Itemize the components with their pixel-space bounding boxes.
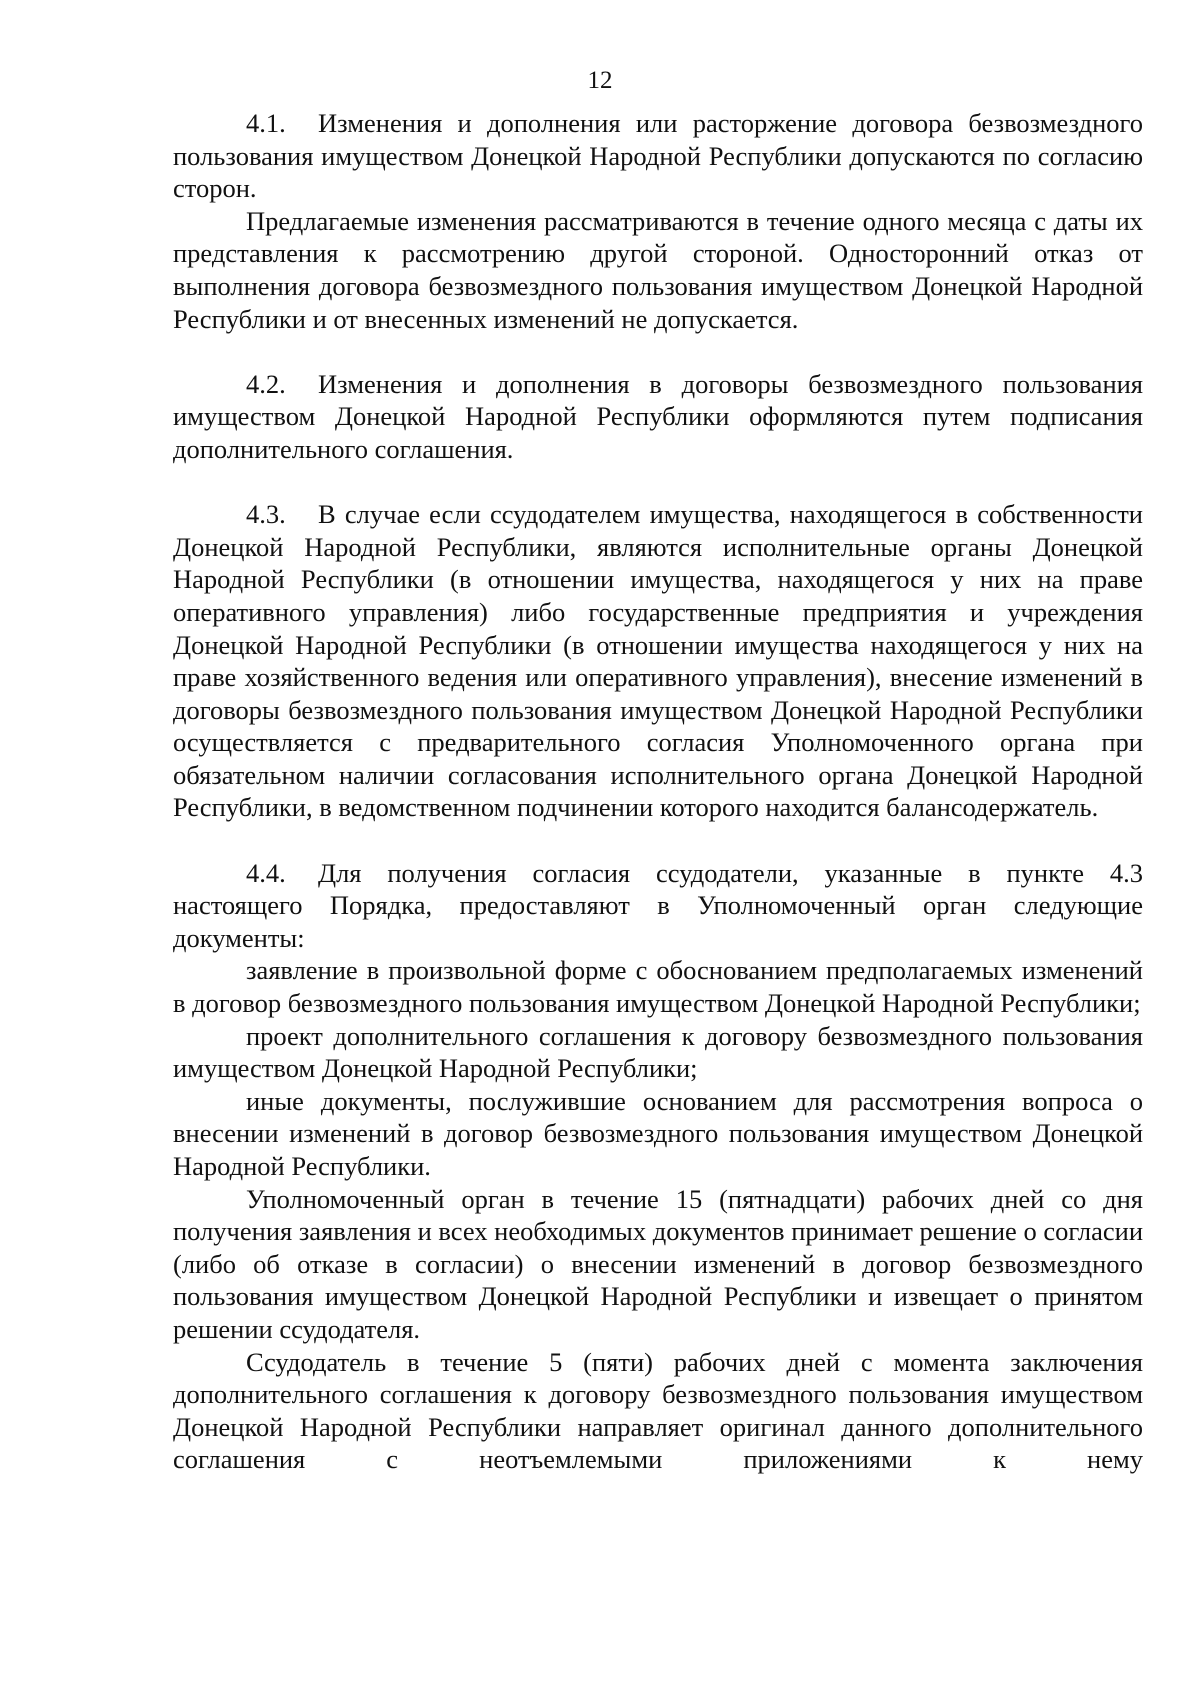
section-number: 4.2. xyxy=(246,368,286,399)
paragraph-text: В случае если ссудодателем имущества, находящегося в собственности Донецкой Народной Республики, являются исполнительные органы Донецкой Народной Республики (в отношении имущества, находящегося у них на праве оперативного управления) либо государственные предприятия и учреждения Донецкой Народной Республики (в отношении имущества находящегося у них на праве хозяйственного ведения или оперативного управления), внесение изменений в договоры безвозмездного пользования имуществом Донецкой Народной Республики осуществляется с предварительного согласия Уполномоченного органа при обязательном наличии согласования исполнительного органа Донецкой Народной Республики, в ведомственном подчинении которого находится балансодержатель. xyxy=(173,499,1143,823)
paragraph-text: Ссудодатель в течение 5 (пяти) рабочих дней с момента заключения дополнительного соглашения к договору безвозмездного пользования имуществом Донецкой Народной Республики направляет оригинал данного дополнительного соглашения с неотъемлемыми приложениями к нему xyxy=(173,1346,1143,1475)
paragraph-4-1 xyxy=(173,107,1143,205)
list-item-draft-agreement xyxy=(173,1020,1143,1085)
page-number: 12 xyxy=(587,67,613,94)
document-body xyxy=(173,107,1143,1476)
paragraph-text: Изменения и дополнения или расторжение договора безвозмездного пользования имуществом Донецкой Народной Республики допускаются по согласию сторон. xyxy=(173,108,1143,204)
paragraph-text: Уполномоченный орган в течение 15 (пятнадцати) рабочих дней со дня получения заявления и всех необходимых документов принимает решение о согласии (либо об отказе в согласии) о внесении изменений в договор безвозмездного пользования имуществом Донецкой Народной Республики и извещает о принятом решении ссудодателя. xyxy=(173,1183,1143,1344)
paragraph-lender-submission xyxy=(173,1346,1143,1476)
list-item-other-documents xyxy=(173,1085,1143,1183)
list-item-application xyxy=(173,954,1143,1019)
paragraph-authority-decision xyxy=(173,1183,1143,1346)
section-number: 4.4. xyxy=(246,857,286,888)
paragraph-text: Для получения согласия ссудодатели, указанные в пункте 4.3 настоящего Порядка, предоставляют в Уполномоченный орган следующие документы: xyxy=(173,857,1143,953)
paragraph-text: иные документы, послужившие основанием для рассмотрения вопроса о внесении изменений в договор безвозмездного пользования имуществом Донецкой Народной Республики. xyxy=(173,1085,1143,1181)
section-number: 4.1. xyxy=(246,108,286,138)
section-number: 4.3. xyxy=(246,499,286,530)
paragraph-text: Предлагаемые изменения рассматриваются в течение одного месяца с даты их представления к рассмотрению другой стороной. Односторонний отказ от выполнения договора безвозмездного пользования имуществом Донецкой Народной Республики и от внесенных изменений не допускается. xyxy=(173,205,1143,334)
paragraph-4-2 xyxy=(173,368,1143,466)
paragraph-text: Изменения и дополнения в договоры безвозмездного пользования имуществом Донецкой Народной Республики оформляются путем подписания дополнительного соглашения. xyxy=(173,368,1143,464)
paragraph-4-1-changes xyxy=(173,205,1143,335)
paragraph-4-4 xyxy=(173,857,1143,955)
paragraph-text: проект дополнительного соглашения к договору безвозмездного пользования имуществом Донецкой Народной Республики; xyxy=(173,1020,1143,1084)
paragraph-4-3 xyxy=(173,498,1143,824)
paragraph-text: заявление в произвольной форме с обоснованием предполагаемых изменений в договор безвозмездного пользования имуществом Донецкой Народной Республики; xyxy=(173,955,1143,1019)
